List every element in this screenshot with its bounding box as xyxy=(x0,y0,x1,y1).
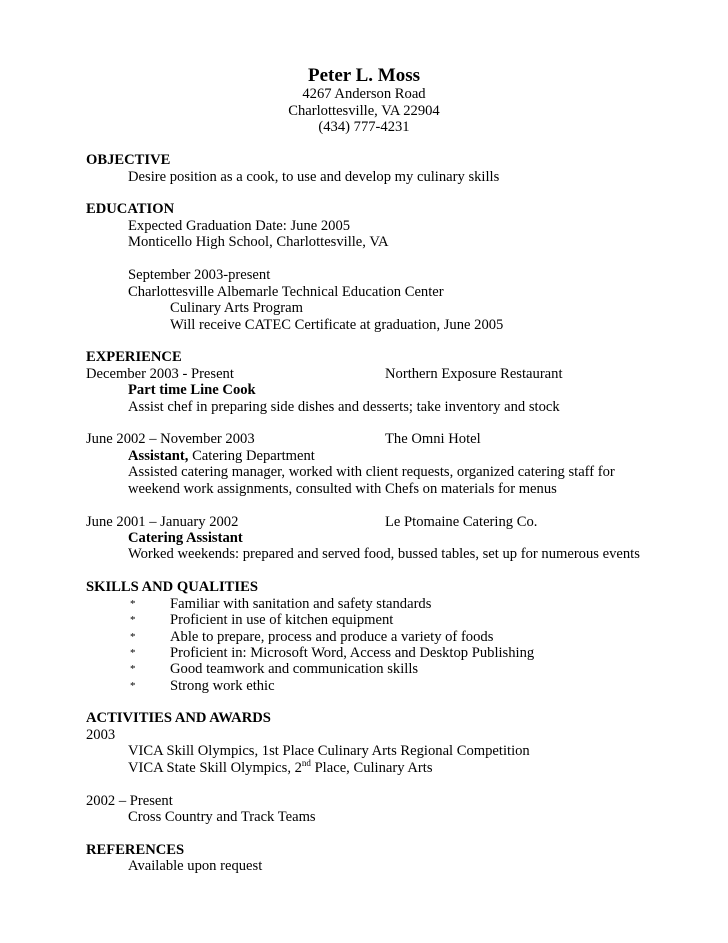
job-dates: December 2003 - Present xyxy=(86,366,234,382)
experience-heading: EXPERIENCE xyxy=(86,349,182,365)
job-role xyxy=(128,448,315,465)
bullet-icon: * xyxy=(130,663,136,675)
bullet-icon: * xyxy=(130,647,136,659)
city-line: Charlottesville, VA 22904 xyxy=(288,103,440,119)
job-role-title: Part time Line Cook xyxy=(128,382,256,398)
bullet-icon: * xyxy=(130,614,136,626)
skill-item: Strong work ethic xyxy=(170,678,275,694)
job-employer: The Omni Hotel xyxy=(385,431,481,447)
certificate-line: Will receive CATEC Certificate at graduation, June 2005 xyxy=(170,317,504,333)
high-school: Monticello High School, Charlottesville, VA xyxy=(128,234,389,250)
job-description: Assist chef in preparing side dishes and desserts; take inventory and stock xyxy=(128,399,560,415)
award-item: VICA State Skill Olympics, 2nd Place, Culinary Arts xyxy=(128,758,433,776)
activity-year: 2002 – Present xyxy=(86,793,173,809)
skill-item: Proficient in use of kitchen equipment xyxy=(170,612,394,628)
graduation-date: Expected Graduation Date: June 2005 xyxy=(128,218,351,234)
objective-text: Desire position as a cook, to use and develop my culinary skills xyxy=(128,169,500,185)
skill-item: Able to prepare, process and produce a variety of foods xyxy=(170,629,494,645)
job-role-detail: Catering Department xyxy=(188,448,315,464)
job-description-cont: weekend work assignments, consulted with Chefs on materials for menus xyxy=(128,481,557,497)
objective-heading: OBJECTIVE xyxy=(86,152,171,168)
bullet-icon: * xyxy=(130,631,136,643)
activities-heading: ACTIVITIES AND AWARDS xyxy=(86,710,271,726)
job-description: Worked weekends: prepared and served food, bussed tables, set up for numerous events xyxy=(128,546,640,562)
job-role-title: Catering Assistant xyxy=(128,530,243,546)
job-role-title: Assistant, xyxy=(128,448,189,464)
job-description: Assisted catering manager, worked with client requests, organized catering staff for xyxy=(128,464,615,480)
skills-heading: SKILLS AND QUALITIES xyxy=(86,579,258,595)
job-employer: Northern Exposure Restaurant xyxy=(385,366,563,382)
ordinal-superscript: nd xyxy=(301,758,311,769)
activity-year: 2003 xyxy=(86,727,116,743)
bullet-icon: * xyxy=(130,598,136,610)
phone-line: (434) 777-4231 xyxy=(318,119,410,135)
job-employer: Le Ptomaine Catering Co. xyxy=(385,514,538,530)
education-heading: EDUCATION xyxy=(86,201,175,217)
resume-name: Peter L. Moss xyxy=(307,65,421,86)
program-name: Culinary Arts Program xyxy=(170,300,303,316)
job-role xyxy=(128,382,256,399)
award-item: VICA Skill Olympics, 1st Place Culinary Arts Regional Competition xyxy=(128,743,530,759)
job-dates: June 2001 – January 2002 xyxy=(86,514,239,530)
references-text: Available upon request xyxy=(128,858,263,874)
job-dates: June 2002 – November 2003 xyxy=(86,431,255,447)
tech-dates: September 2003-present xyxy=(128,267,271,283)
skill-item: Familiar with sanitation and safety standards xyxy=(170,596,432,612)
award-item: Cross Country and Track Teams xyxy=(128,809,316,825)
address-line: 4267 Anderson Road xyxy=(302,86,426,102)
tech-school: Charlottesville Albemarle Technical Education Center xyxy=(128,284,444,300)
job-role xyxy=(128,530,243,547)
references-heading: REFERENCES xyxy=(86,842,185,858)
bullet-icon: * xyxy=(130,680,136,692)
skill-item: Proficient in: Microsoft Word, Access and Desktop Publishing xyxy=(170,645,535,661)
skill-item: Good teamwork and communication skills xyxy=(170,661,419,677)
